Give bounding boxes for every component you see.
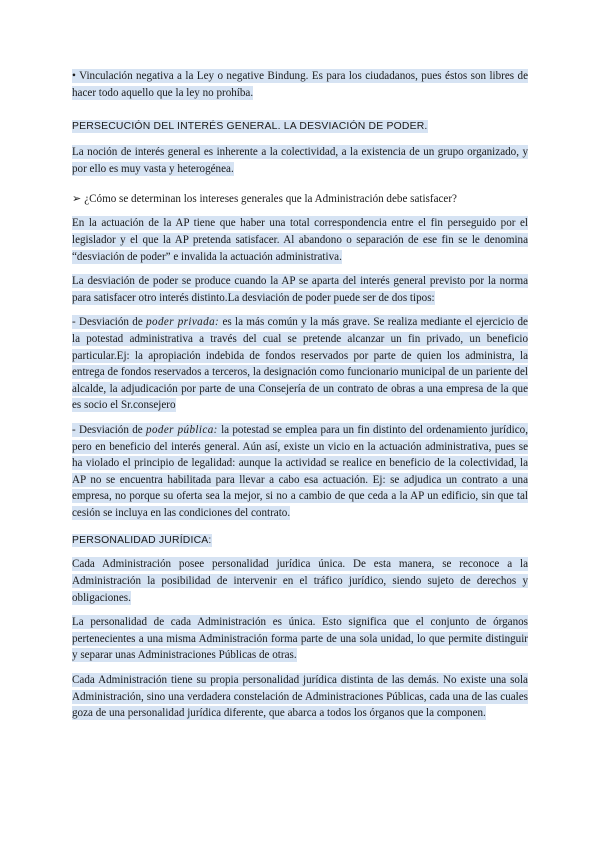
highlighted-text: Cada Administración tiene su propia personalidad jurídica distinta de las demás. No existe una sola Administración, sino una verdadera constelación de Administraciones Públicas, cada una de las cuales goza de una personalidad jurídica diferente, que abarca a todos los órganos que la componen. (72, 674, 528, 720)
text-lead: - Desviación de (72, 316, 147, 329)
italic-term: poder privada: (146, 316, 220, 329)
highlighted-heading: PERSONALIDAD JURÍDICA: (72, 535, 212, 547)
paragraph-poder-privada (72, 314, 528, 414)
highlighted-text: Cada Administración posee personalidad jurídica única. De esta manera, se reconoce a la Administración la posibilidad de intervenir en el tráfico jurídico, siendo sujeto de derechos y obligaciones. (72, 558, 528, 604)
heading-personalidad-juridica (72, 535, 528, 546)
question-line (72, 191, 528, 207)
highlighted-text: • Vinculación negativa a la Ley o negative Bindung. Es para los ciudadanos, pues éstos son libres de hacer todo aquello que la ley no prohíba. (72, 70, 528, 99)
highlighted-text (72, 315, 528, 412)
paragraph-nocion-interes-general (72, 144, 528, 177)
question-text: ¿Cómo se determinan los intereses generales que la Administración debe satisfacer? (84, 193, 457, 206)
highlighted-text: La desviación de poder se produce cuando la AP se aparta del interés general previsto por la norma para satisfacer otro interés distinto.La desviación de poder puede ser de dos tipos: (72, 275, 528, 304)
paragraph-correspondencia-fin (72, 215, 528, 265)
highlighted-heading: PERSECUCIÓN DEL INTERÉS GENERAL. LA DESVIACIÓN DE PODER. (72, 121, 428, 133)
highlighted-text (72, 423, 528, 520)
paragraph-personalidad-cada-administracion (72, 614, 528, 664)
highlighted-text: La personalidad de cada Administración es única. Esto significa que el conjunto de órganos pertenecientes a una misma Administración forma parte de una sola unidad, lo que permite distinguir y separar unas Administraciones Públicas de otras. (72, 616, 528, 662)
text-lead: - Desviación de (72, 423, 146, 436)
paragraph-vinculacion-negativa (72, 68, 528, 101)
italic-term: poder pública: (146, 423, 218, 436)
document-content (72, 68, 528, 730)
highlighted-text: En la actuación de la AP tiene que haber una total correspondencia entre el fin perseguido por el legislador y el que la AP pretenda satisfacer. Al abandono o separación de ese fin se le denomina “desviación de poder” e invalida la actuación administrativa. (72, 217, 528, 263)
paragraph-desviacion-definicion (72, 273, 528, 306)
heading-persecucion-interes-general (72, 121, 528, 132)
paragraph-constelacion-administraciones (72, 672, 528, 722)
arrow-bullet-icon: ➢ (72, 193, 82, 206)
paragraph-personalidad-unica (72, 556, 528, 606)
highlighted-text: La noción de interés general es inherente a la colectividad, a la existencia de un grupo organizado, y por ello es muy vasta y heterogénea. (72, 146, 528, 175)
text-rest: es la más común y la más grave. Se realiza mediante el ejercicio de la potestad administrativa a través del cual se pretende alcanzar un fin privado, un beneficio particular.Ej: la apropiación indebida de fondos reservados por parte de quien los administra, la entrega de fondos reservados a terceros, la designación como funcionario municipal de un pariente del alcalde, la adjudicación por parte de una Consejería de un contrato de obras a una empresa de la que es socio el Sr.consejero (72, 316, 528, 412)
text-rest: la potestad se emplea para un fin distinto del ordenamiento jurídico, pero en beneficio del interés general. Aún así, existe un vicio en la actuación administrativa, pues se ha violado el principio de legalidad: aunque la actividad se realice en beneficio de la colectividad, la AP no se encuentra habilitada para llevar a cabo esa actuación. Ej: se adjudica un contrato a una empresa, no porque su oferta sea la mejor, si no a cambio de que ceda a la AP un edificio, sin que tal cesión se incluya en las condiciones del contrato. (72, 423, 528, 519)
paragraph-poder-publica (72, 422, 528, 522)
